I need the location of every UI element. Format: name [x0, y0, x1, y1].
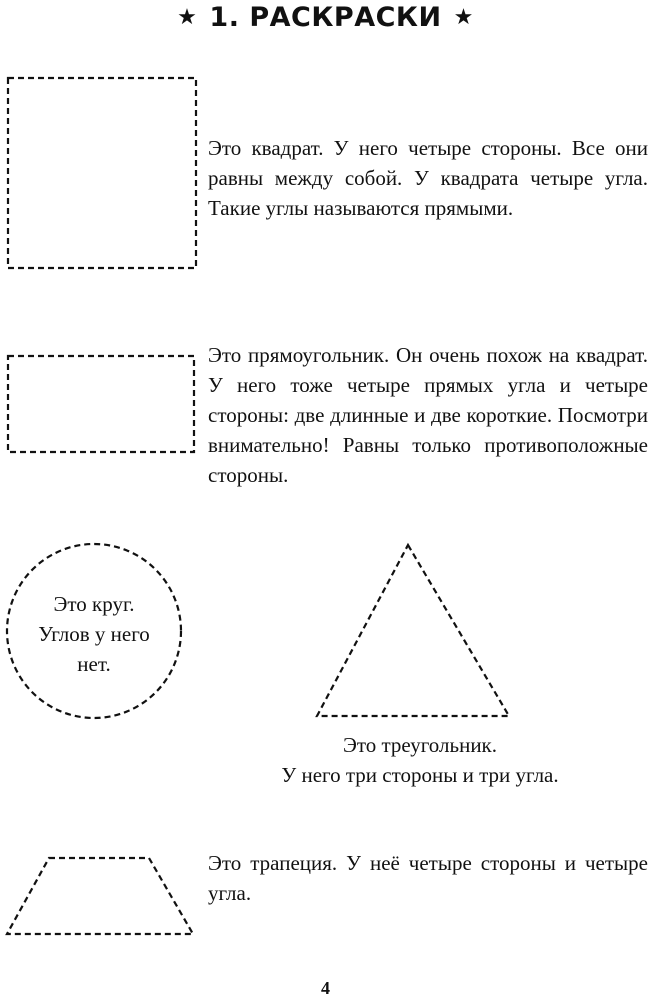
star-icon: ★	[453, 5, 474, 30]
page-title	[0, 2, 651, 33]
dashed-rectangle	[6, 354, 196, 454]
dashed-square	[6, 76, 198, 272]
square-description: Это квадрат. У него четыре стороны. Все они равны между собой. У квадрата четыре угла. Такие углы называются прямыми.	[208, 136, 648, 220]
circle-description-line: Углов у него	[38, 622, 150, 646]
star-icon: ★	[177, 5, 198, 30]
section-heading: 1. РАСКРАСКИ	[209, 2, 442, 33]
rectangle-description: Это прямоугольник. Он очень похож на квадрат. У него тоже четыре прямых угла и четыре стороны: две длинные и две короткие. Посмотри внимательно! Равны только противоположные стороны.	[208, 343, 648, 487]
triangle-description	[240, 730, 600, 790]
circle-description-line: нет.	[77, 652, 111, 676]
triangle-description-line: У него три стороны и три угла.	[281, 763, 559, 787]
dashed-trapezoid	[4, 855, 196, 937]
circle-description	[4, 589, 184, 679]
trapezoid-description: Это трапеция. У неё четыре стороны и четыре угла.	[208, 851, 648, 905]
page-number: 4	[321, 978, 330, 998]
dashed-triangle	[314, 542, 514, 720]
triangle-description-line: Это треугольник.	[342, 733, 498, 757]
circle-description-line: Это круг.	[53, 592, 135, 616]
